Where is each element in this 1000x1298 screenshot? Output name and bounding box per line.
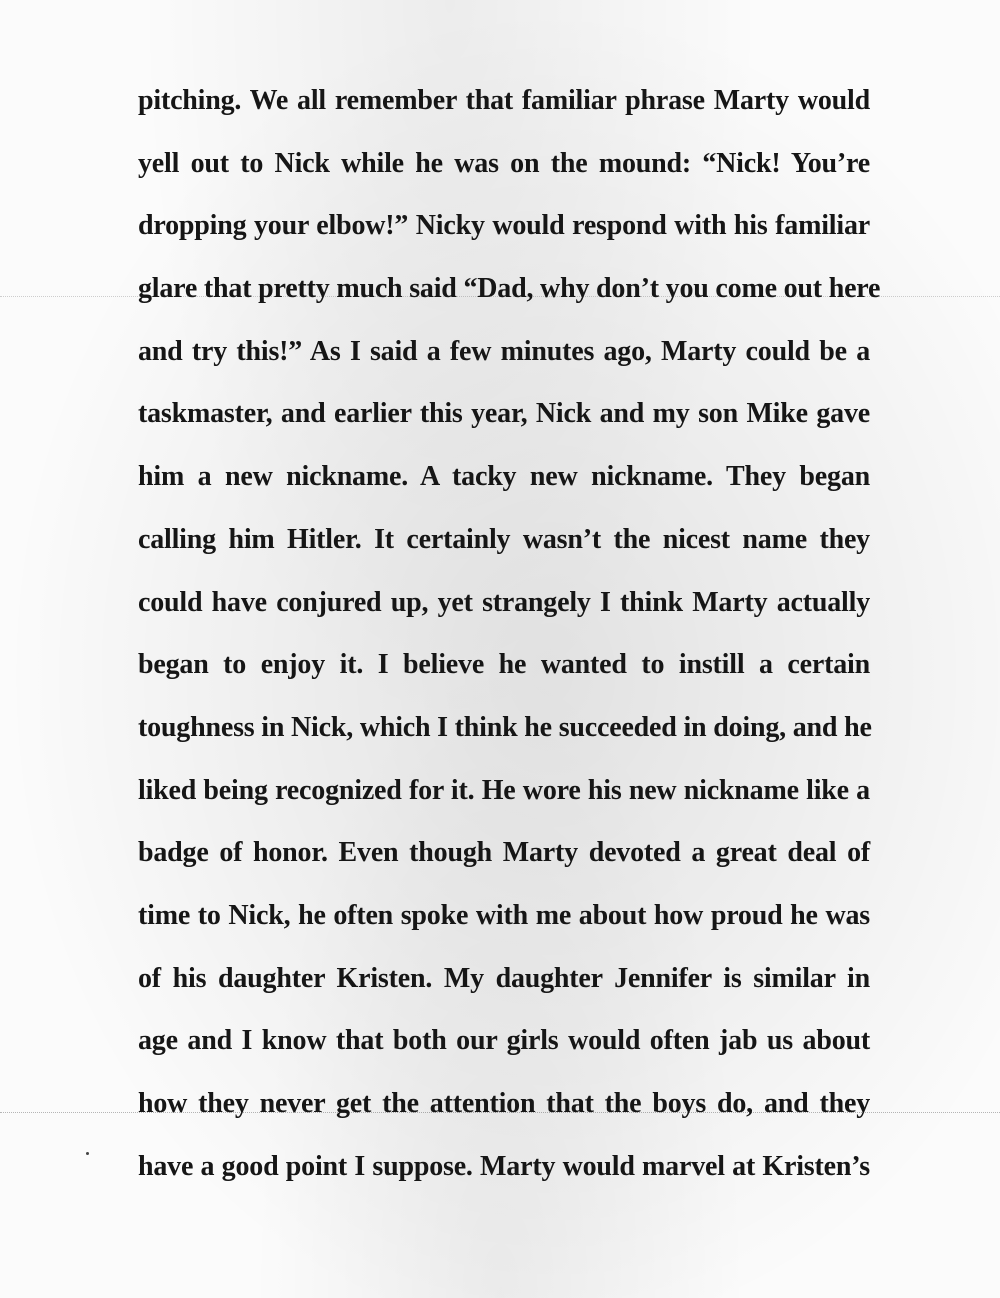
text-line: dropping your elbow!” Nicky would respond with his familiar — [138, 210, 870, 242]
text-line: of his daughter Kristen. My daughter Jennifer is similar in — [138, 962, 870, 994]
text-line: liked being recognized for it. He wore his new nickname like a — [138, 774, 870, 806]
text-line: yell out to Nick while he was on the mound: “Nick! You’re — [138, 147, 870, 179]
text-line: pitching. We all remember that familiar phrase Marty would — [138, 85, 870, 116]
text-line: have a good point I suppose. Marty would marvel at Kristen’s — [138, 1150, 870, 1182]
body-text — [138, 80, 881, 1208]
text-line: glare that pretty much said “Dad, why don’t you come out here — [138, 273, 881, 305]
text-line: could have conjured up, yet strangely I think Marty actually — [138, 586, 870, 618]
text-line: calling him Hitler. It certainly wasn’t the nicest name they — [138, 523, 870, 555]
text-line: him a new nickname. A tacky new nickname. They began — [138, 461, 870, 493]
text-line: toughness in Nick, which I think he succeeded in doing, and he — [138, 711, 872, 743]
text-line: how they never get the attention that the boys do, and they — [138, 1088, 870, 1119]
scan-speck — [86, 1152, 89, 1155]
text-line: age and I know that both our girls would often jab us about — [138, 1025, 870, 1057]
text-line: began to enjoy it. I believe he wanted to instill a certain — [138, 649, 870, 681]
text-line: and try this!” As I said a few minutes ago, Marty could be a — [138, 335, 870, 367]
text-line: time to Nick, he often spoke with me about how proud he was — [138, 899, 870, 931]
text-line: taskmaster, and earlier this year, Nick and my son Mike gave — [138, 398, 870, 430]
text-line: badge of honor. Even though Marty devoted a great deal of — [138, 837, 870, 869]
